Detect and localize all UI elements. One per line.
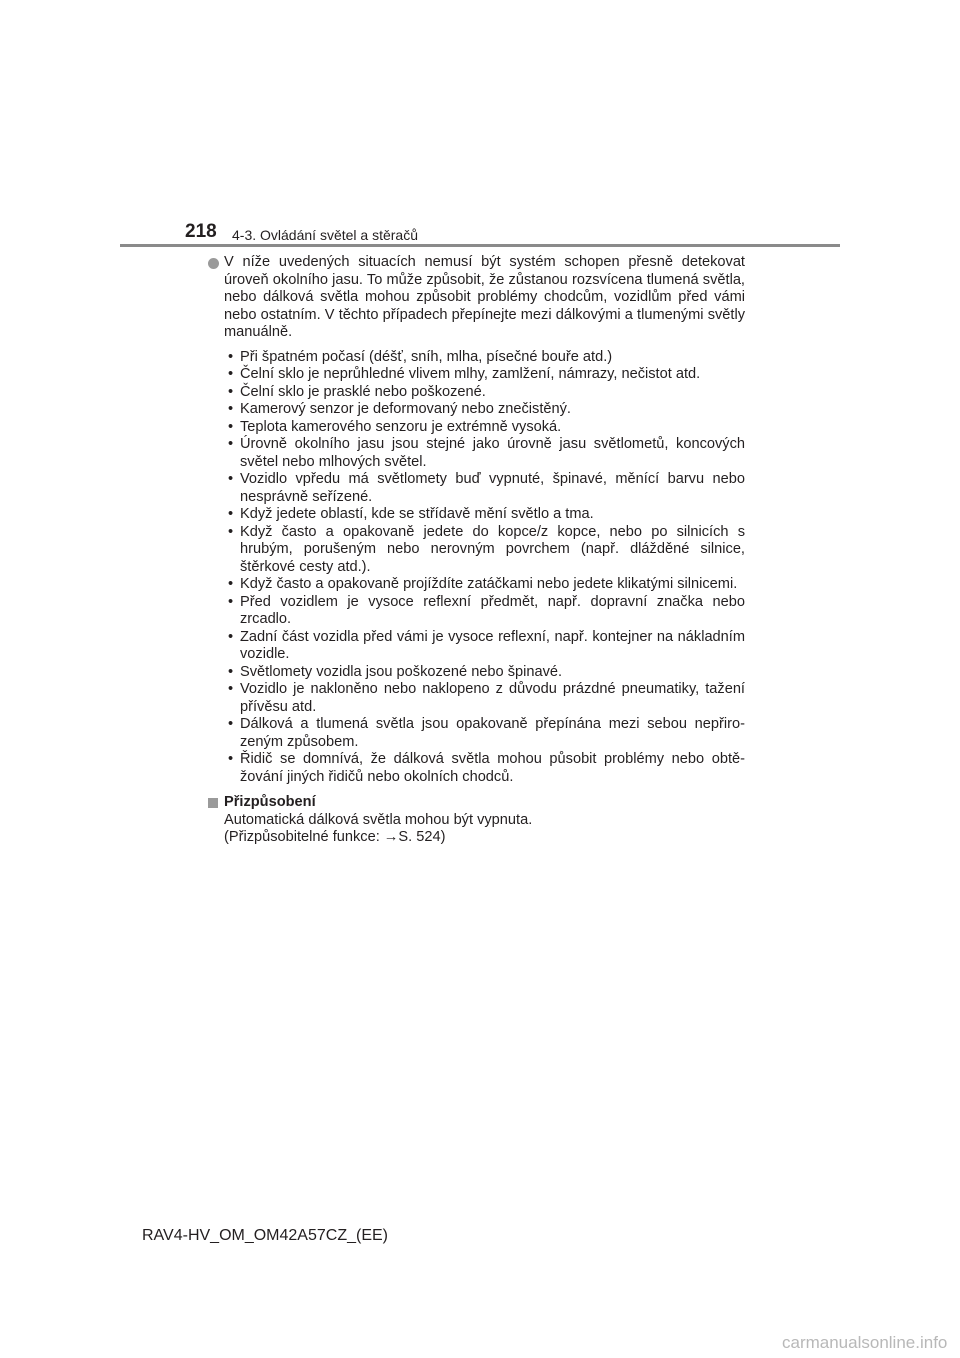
list-item xyxy=(224,506,745,524)
section-title: 4-3. Ovládání světel a stěračů xyxy=(232,227,418,243)
customization-section xyxy=(208,794,745,847)
list-item xyxy=(224,524,745,577)
customization-heading: Přizpůsobení xyxy=(224,794,316,810)
list-item-text: Před vozidlem je vysoce reflexní předmět, např. dopravní značka nebo zrcadlo. xyxy=(240,593,745,627)
intro-text: V níže uvedených situacích nemusí být systém schopen přesně detekovat úroveň okolního jasu. To může způsobit, že zůstanou rozsvícena tlumená světla, nebo dálková světla mohou způsobit problémy chodcům, vozidlům před vámi nebo ostatním. V těchto případech přepínejte mezi dálkovými a tlumenými světly manuálně. xyxy=(224,254,745,340)
watermark: carmanualsonline.info xyxy=(782,1333,948,1352)
bullet-dot-icon: • xyxy=(228,383,234,400)
list-item xyxy=(224,716,745,751)
list-item-text: Dálková a tlumená světla jsou opakovaně přepínána mezi sebou nepřirozeným způsobem. xyxy=(240,716,745,750)
list-item xyxy=(224,681,745,716)
list-item xyxy=(224,594,745,629)
square-bullet-icon xyxy=(208,798,218,808)
page-number: 218 xyxy=(185,221,217,242)
list-item xyxy=(224,664,745,682)
page-body xyxy=(208,254,745,847)
list-item-text: Kamerový senzor je deformovaný nebo znečistěný. xyxy=(240,401,571,417)
list-item-text: Řidič se domnívá, že dálková světla mohou působit problémy nebo obtěžování jiných řidičů nebo okolních chodců. xyxy=(240,751,745,785)
list-item xyxy=(224,401,745,419)
bullet-dot-icon: • xyxy=(228,716,234,732)
bullet-dot-icon: • xyxy=(228,418,234,435)
bullet-dot-icon: • xyxy=(228,401,234,417)
bullet-dot-icon: • xyxy=(228,471,234,487)
bullet-dot-icon: • xyxy=(228,348,234,365)
list-item xyxy=(224,576,745,594)
bullet-dot-icon: • xyxy=(228,506,234,522)
list-item-text: Zadní část vozidla před vámi je vysoce reflexní, např. kontejner na nákladním vozidle. xyxy=(240,628,745,662)
list-item-text: Čelní sklo je prasklé nebo poškozené. xyxy=(240,383,486,400)
list-item-text: Světlomety vozidla jsou poškozené nebo špinavé. xyxy=(240,663,563,680)
bullet-dot-icon: • xyxy=(228,681,234,697)
list-item-text: Když často a opakovaně projíždíte zatáčkami nebo jedete klikatými silnicemi. xyxy=(240,576,738,592)
intro-paragraph xyxy=(208,254,745,342)
customization-reference-link[interactable]: (Přizpůsobitelné funkce: →S. 524) xyxy=(224,829,446,845)
list-item-text: Při špatném počasí (déšť, sníh, mlha, písečné bouře atd.) xyxy=(240,348,613,365)
list-item-text: Když často a opakovaně jedete do kopce/z kopce, nebo po silnicích s hrubým, porušeným nebo nerovným povrchem (např. dlážděné silnice, štěrkové cesty atd.). xyxy=(240,523,745,575)
bullet-dot-icon: • xyxy=(228,366,234,382)
list-item xyxy=(224,349,745,367)
bullet-dot-icon: • xyxy=(228,436,234,452)
list-item xyxy=(224,751,745,786)
list-item-text: Když jedete oblastí, kde se střídavě mění světlo a tma. xyxy=(240,506,594,522)
list-item-text: Čelní sklo je neprůhledné vlivem mlhy, zamlžení, námrazy, nečistot atd. xyxy=(240,366,701,382)
situation-list xyxy=(208,349,745,787)
bullet-dot-icon: • xyxy=(228,576,234,592)
circle-bullet-icon xyxy=(208,258,219,269)
list-item xyxy=(224,629,745,664)
bullet-dot-icon: • xyxy=(228,523,234,540)
list-item xyxy=(224,366,745,384)
list-item xyxy=(224,384,745,402)
list-item-text: Vozidlo vpředu má světlomety buď vypnuté, špinavé, měnící barvu nebo nesprávně seřízené. xyxy=(240,471,745,505)
bullet-dot-icon: • xyxy=(228,628,234,645)
list-item xyxy=(224,471,745,506)
document-code: RAV4-HV_OM_OM42A57CZ_(EE) xyxy=(142,1227,388,1244)
list-item-text: Teplota kamerového senzoru je extrémně vysoká. xyxy=(240,418,562,435)
list-item xyxy=(224,419,745,437)
list-item-text: Úrovně okolního jasu jsou stejné jako úrovně jasu světlometů, koncových světel nebo mlhových světel. xyxy=(240,436,745,470)
bullet-dot-icon: • xyxy=(228,751,234,767)
list-item xyxy=(224,436,745,471)
bullet-dot-icon: • xyxy=(228,593,234,610)
customization-text: Automatická dálková světla mohou být vypnuta. xyxy=(224,811,533,828)
bullet-dot-icon: • xyxy=(228,663,234,680)
list-item-text: Vozidlo je nakloněno nebo naklopeno z důvodu prázdné pneumatiky, tažení přívěsu atd. xyxy=(240,681,745,715)
header-divider xyxy=(120,244,840,247)
